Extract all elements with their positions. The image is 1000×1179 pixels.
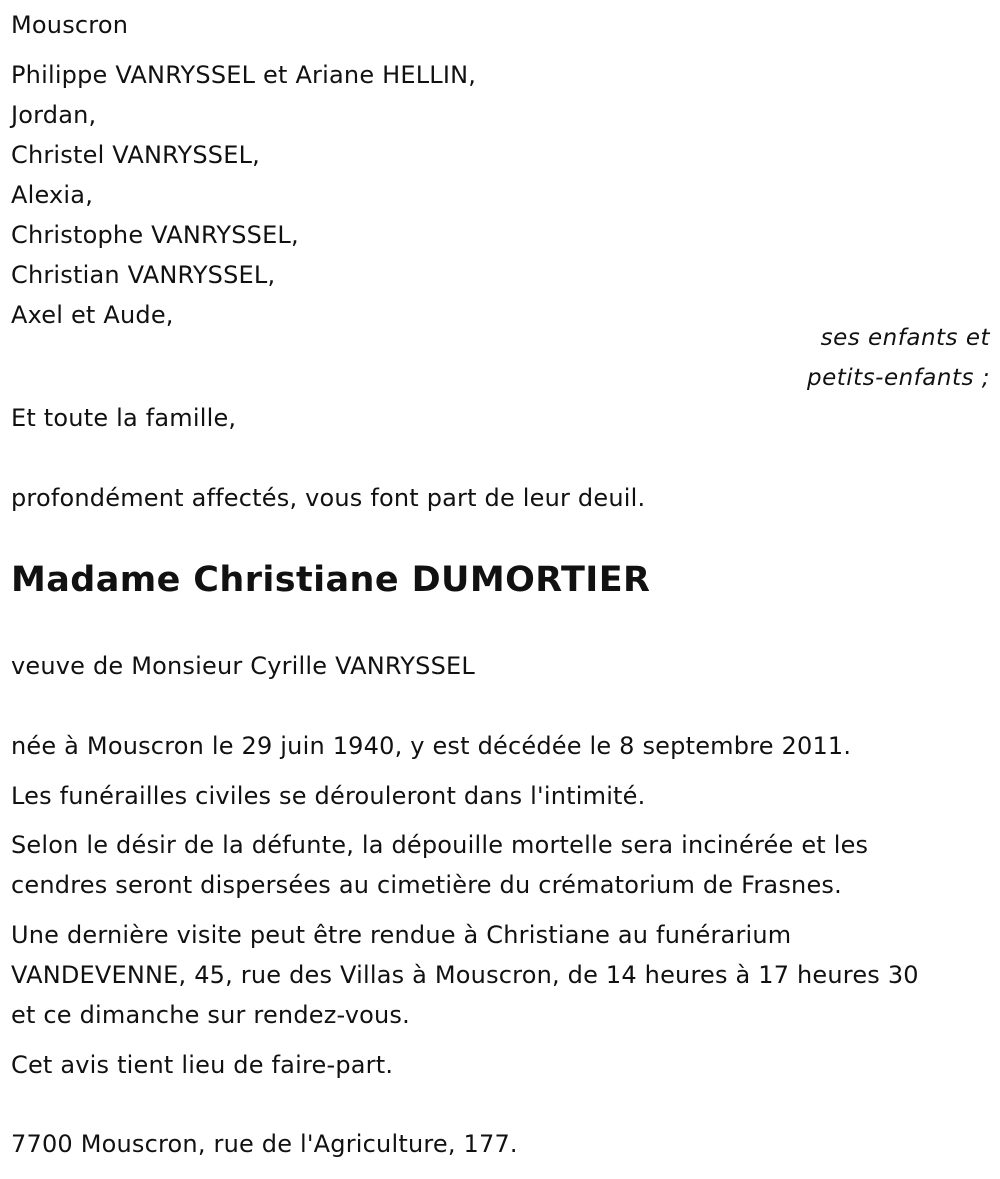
relation-label: ses enfants et: [820, 325, 990, 351]
body-line: née à Mouscron le 29 juin 1940, y est décédée le 8 septembre 2011.: [11, 732, 852, 760]
body-line: Cet avis tient lieu de faire-part.: [11, 1051, 394, 1079]
family-member-line: Philippe VANRYSSEL et Ariane HELLIN,: [11, 61, 477, 89]
deceased-name: Madame Christiane DUMORTIER: [11, 560, 651, 600]
family-member-line: Christian VANRYSSEL,: [11, 261, 276, 289]
relation-label: petits-enfants ;: [806, 365, 990, 391]
body-line: Une dernière visite peut être rendue à Christiane au funérarium: [11, 921, 792, 949]
family-member-line: Alexia,: [11, 181, 94, 209]
body-line: Les funérailles civiles se dérouleront dans l'intimité.: [11, 782, 646, 810]
widow-of-line: veuve de Monsieur Cyrille VANRYSSEL: [11, 652, 475, 680]
address-line: 7700 Mouscron, rue de l'Agriculture, 177.: [11, 1130, 518, 1158]
body-line: et ce dimanche sur rendez-vous.: [11, 1001, 410, 1029]
body-line: VANDEVENNE, 45, rue des Villas à Mouscron, de 14 heures à 17 heures 30: [11, 961, 919, 989]
family-member-line: Axel et Aude,: [11, 301, 174, 329]
body-line: Selon le désir de la défunte, la dépouille mortelle sera incinérée et les: [11, 831, 869, 859]
location-heading: Mouscron: [11, 11, 129, 39]
extended-family-line: Et toute la famille,: [11, 404, 237, 432]
family-member-line: Christel VANRYSSEL,: [11, 141, 260, 169]
announcement-line: profondément affectés, vous font part de leur deuil.: [11, 484, 646, 512]
body-line: cendres seront dispersées au cimetière du crématorium de Frasnes.: [11, 871, 842, 899]
family-member-line: Jordan,: [11, 101, 97, 129]
family-member-line: Christophe VANRYSSEL,: [11, 221, 299, 249]
